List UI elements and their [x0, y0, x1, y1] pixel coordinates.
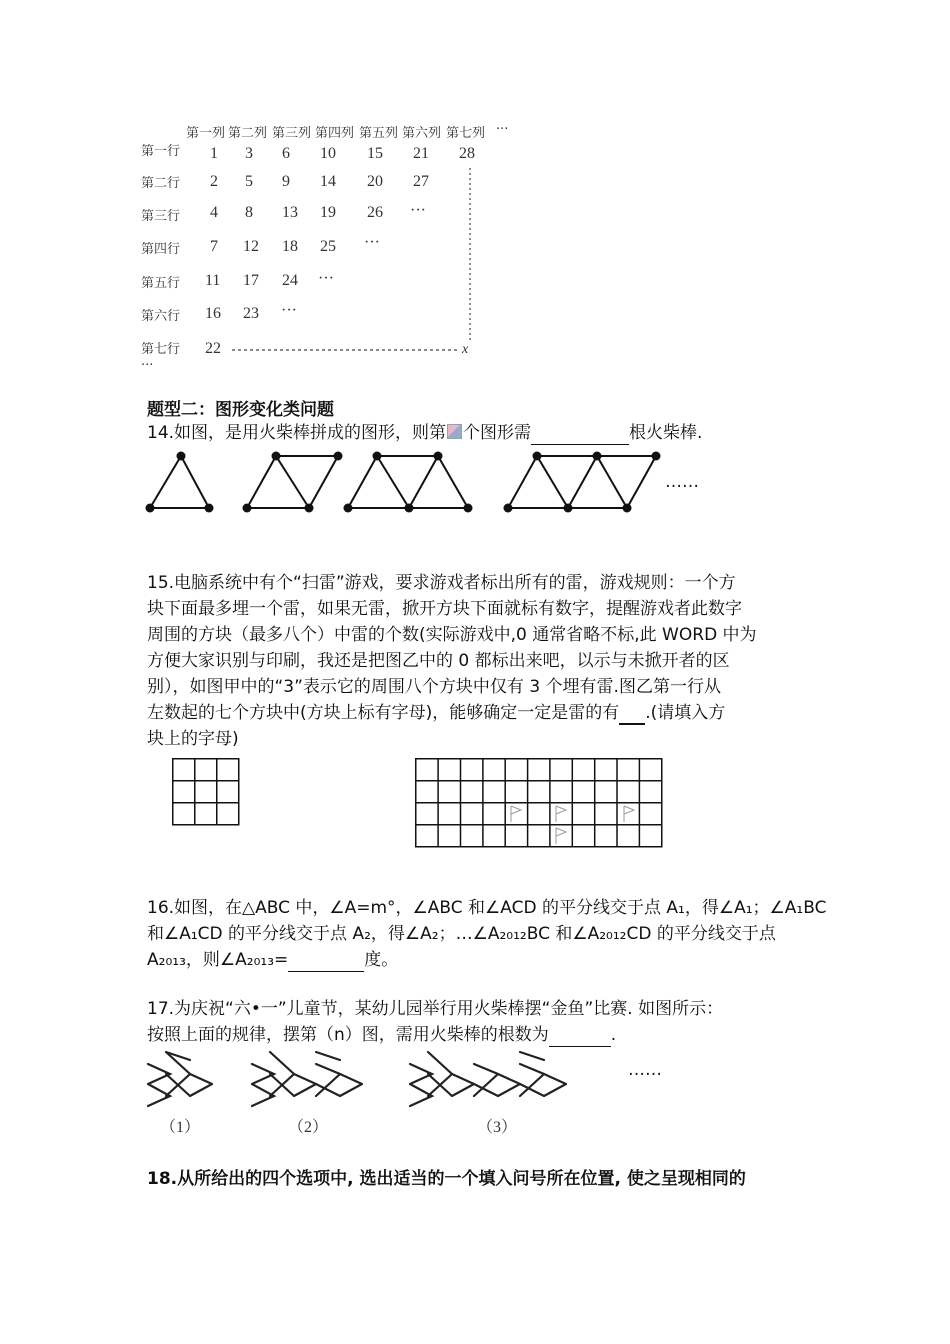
col-header: 第四列	[315, 126, 355, 141]
q15-line: 块下面最多埋一个雷，如果无雷，掀开方块下面就标有数字，提醒游戏者此数字	[147, 599, 742, 619]
table-cell: 4	[210, 204, 218, 221]
minesweeper-grid-b	[415, 758, 665, 850]
section-title: 题型二：图形变化类问题	[147, 400, 334, 420]
col-header: 第二列	[228, 126, 268, 141]
table-cell: 13	[282, 204, 298, 221]
answer-blank[interactable]	[531, 426, 629, 445]
table-cell: 10	[320, 145, 336, 162]
row-header: 第六行	[141, 309, 181, 324]
row-header: 第三行	[141, 209, 181, 224]
q16-line3-post: 度。	[364, 950, 399, 970]
table-cell: 5	[245, 173, 253, 190]
table-cell: ···	[410, 202, 426, 219]
minesweeper-grid-a	[172, 758, 242, 828]
table-cell: ···	[318, 270, 334, 287]
col-header: 第七列	[446, 126, 486, 141]
broken-image-icon	[447, 424, 462, 439]
table-cell: 12	[243, 238, 259, 255]
q15-line: 方便大家识别与印刷，我还是把图乙中的 0 都标出来吧，以示与未掀开者的区	[147, 651, 730, 671]
col-header: 第五列	[359, 126, 399, 141]
table-cell: 24	[282, 272, 298, 289]
q15-line: 周围的方块（最多八个）中雷的个数(实际游戏中,0 通常省略不标,此 WORD 中为	[147, 625, 757, 645]
col-header: ···	[496, 122, 509, 137]
q18-line: 18.从所给出的四个选项中, 选出适当的一个填入问号所在位置, 使之呈现相同的	[147, 1169, 746, 1189]
row-header: 第一行	[141, 144, 181, 159]
figure-caption: （2）	[288, 1119, 329, 1136]
table-cell: 9	[282, 173, 290, 190]
table-cell: ···	[281, 302, 297, 319]
q16-line-3	[147, 949, 398, 972]
q15-line6-pre: 左数起的七个方块中(方块上标有字母)，能够确定一定是雷的有	[147, 703, 620, 723]
q15-line-6	[147, 702, 725, 725]
q14-pre: 14.如图，是用火柴棒拼成的图形，则第	[147, 423, 447, 443]
q15-line6-post: .(请填入方	[645, 703, 726, 723]
answer-blank[interactable]	[619, 705, 645, 725]
x-label: x	[462, 342, 469, 357]
q14-tail: 根火柴棒.	[629, 423, 703, 443]
q16-line3-pre: A₂₀₁₃，则∠A₂₀₁₃=	[147, 950, 289, 970]
table-cell: 17	[243, 272, 259, 289]
col-header: 第三列	[272, 126, 312, 141]
table-cell: 11	[205, 272, 221, 289]
col-header: 第六列	[402, 126, 442, 141]
table-cell: 27	[413, 173, 429, 190]
table-cell: 6	[282, 145, 290, 162]
table-cell: 20	[367, 173, 383, 190]
figure-caption: （1）	[160, 1119, 201, 1136]
table-cell: 25	[320, 238, 336, 255]
q15-line: 15.电脑系统中有个“扫雷”游戏，要求游戏者标出所有的雷，游戏规则：一个方	[147, 573, 736, 593]
table-cell: 18	[282, 238, 298, 255]
q17-line2-pre: 按照上面的规律，摆第（n）图，需用火柴棒的根数为	[147, 1025, 549, 1045]
table-dotted-lines	[0, 0, 950, 400]
row-header: ···	[141, 358, 154, 373]
table-cell: 7	[210, 238, 218, 255]
row-header: 第四行	[141, 242, 181, 257]
table-cell: 1	[210, 145, 218, 162]
answer-blank[interactable]	[549, 1028, 611, 1047]
q16-line: 16.如图，在△ABC 中，∠A=m°，∠ABC 和∠ACD 的平分线交于点 A₁，得∠A₁；∠A₁BC	[147, 898, 827, 918]
figure-caption: （3）	[477, 1119, 518, 1136]
table-cell: 16	[205, 305, 221, 322]
table-cell: 8	[245, 204, 253, 221]
col-header: 第一列	[186, 126, 226, 141]
question-14	[147, 422, 702, 445]
row-header: 第七行	[141, 342, 181, 357]
matchstick-triangles-figure	[0, 448, 950, 528]
table-cell: 19	[320, 204, 336, 221]
q17-line2-post: .	[610, 1025, 617, 1045]
table-cell: 3	[245, 145, 253, 162]
q16-line: 和∠A₁CD 的平分线交于点 A₂，得∠A₂；…∠A₂₀₁₂BC 和∠A₂₀₁₂CD 的平分线交于点	[147, 924, 776, 944]
table-cell: 23	[243, 305, 259, 322]
table-cell: 21	[413, 145, 429, 162]
q14-post: 个图形需	[463, 423, 532, 443]
table-cell: 2	[210, 173, 218, 190]
q17-line-2	[147, 1024, 616, 1047]
table-cell: 28	[459, 145, 475, 162]
table-cell: 15	[367, 145, 383, 162]
q14-ellipsis: ……	[665, 472, 699, 492]
table-cell: 22	[205, 340, 221, 357]
q15-line: 别），如图甲中的“3”表示它的周围八个方块中仅有 3 个埋有雷.图乙第一行从	[147, 677, 721, 697]
answer-blank[interactable]	[288, 953, 364, 972]
q17-ellipsis: ……	[628, 1060, 662, 1080]
matchstick-fish-figure	[0, 1046, 950, 1116]
q17-line: 17.为庆祝“六•一”儿童节，某幼儿园举行用火柴棒摆“金鱼”比赛. 如图所示：	[147, 999, 724, 1019]
table-cell: 26	[367, 204, 383, 221]
q15-line: 块上的字母)	[147, 729, 239, 749]
table-cell: ···	[364, 234, 380, 251]
row-header: 第五行	[141, 276, 181, 291]
row-header: 第二行	[141, 176, 181, 191]
table-cell: 14	[320, 173, 336, 190]
